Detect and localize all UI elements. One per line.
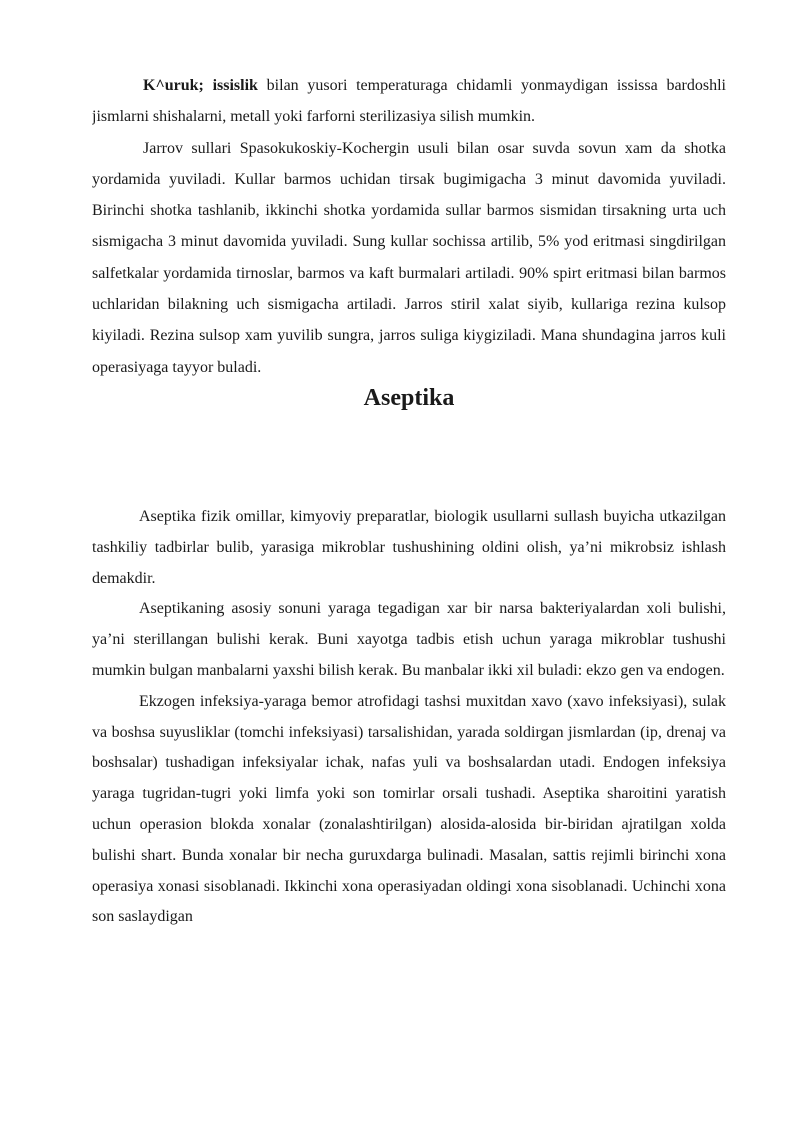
document-body (92, 70, 726, 1050)
paragraph-text: bilan yusori temperaturaga chidamli yonmaydigan ississa bardoshli jismlarni shishalarni, metall yoki farforni sterilizasiya silish mumkin. (92, 77, 726, 126)
paragraph-hand-washing: Jarrov sullari Spasokukoskiy-Kochergin usuli bilan osar suvda sovun xam da shotka yordamida yuviladi. Kullar barmos uchidan tirsak bugimigacha 3 minut davomida yuviladi. Birinchi shotka tashlanib, ikkinchi shotka yordamida sullar barmos sismidan tirsakning urta uch sismigacha 3 minut davomida yuviladi. Sung kullar sochissa artilib, 5% yod eritmasi singdirilgan salfetkalar yordamida tirnoslar, barmos va kaft burmalari artiladi. 90% spirt eritmasi bilan barmos uchlaridan bilakning uch sismigacha artiladi. Jarros stiril xalat siyib, kullariga rezina kulsop kiyiladi. Rezina sulsop xam yuvilib sungra, jarros suliga kiygiziladi. Mana shundagina jarros kuli operasiyaga tayyor buladi. (92, 139, 726, 376)
paragraph-aseptika-principle: Aseptikaning asosiy sonuni yaraga tegadigan xar bir narsa bakteriyalardan xoli bulishi, ya’ni sterillangan bulishi kerak. Buni xayotga tadbis etish uchun yaraga mikroblar tushushi mumkin bulgan manbalarni yaxshi bilish kerak. Bu manbalar ikki xil buladi: ekzo gen va endogen. (92, 600, 726, 679)
section-heading-aseptika: Aseptika (363, 384, 455, 411)
paragraph-infection-sources: Ekzogen infeksiya-yaraga bemor atrofidagi tashsi muxitdan xavo (xavo infeksiyasi), sulak va boshsa suyusliklar (tomchi infeksiyasi) tarsalishidan, yarada soldirgan jismlardan (ip, drenaj va boshsalar) tushadigan infeksiyalar ichak, nafas yuli va boshsalardan utadi. Endogen infeksiya yaraga tugridan-tugri yoki limfa yoki son tomirlar orsali tushadi. Aseptika sharoitini yaratish uchun operasion blokda xonalar (zonalashtirilgan) alosida-alosida bir-biridan ajratilgan xolda bulishi shart. Bunda xonalar bir necha guruxdarga bulinadi. Masalan, sattis rejimli birinchi xona operasiya xonasi sisoblanadi. Ikkinchi xona operasiyadan oldingi xona sisoblanadi. Uchinchi xona son saslaydigan (92, 692, 726, 926)
bold-lead-term: K^uruk; issislik (143, 77, 258, 94)
paragraph-sterilization (92, 70, 726, 133)
paragraph-aseptika-definition: Aseptika fizik omillar, kimyoviy preparatlar, biologik usullarni sullash buyicha utkazilgan tashkiliy tadbirlar bulib, yarasiga mikroblar tushushining oldini olish, ya’ni mikrobsiz ishlash demakdir. (92, 507, 726, 587)
vertical-spacer (92, 414, 726, 502)
